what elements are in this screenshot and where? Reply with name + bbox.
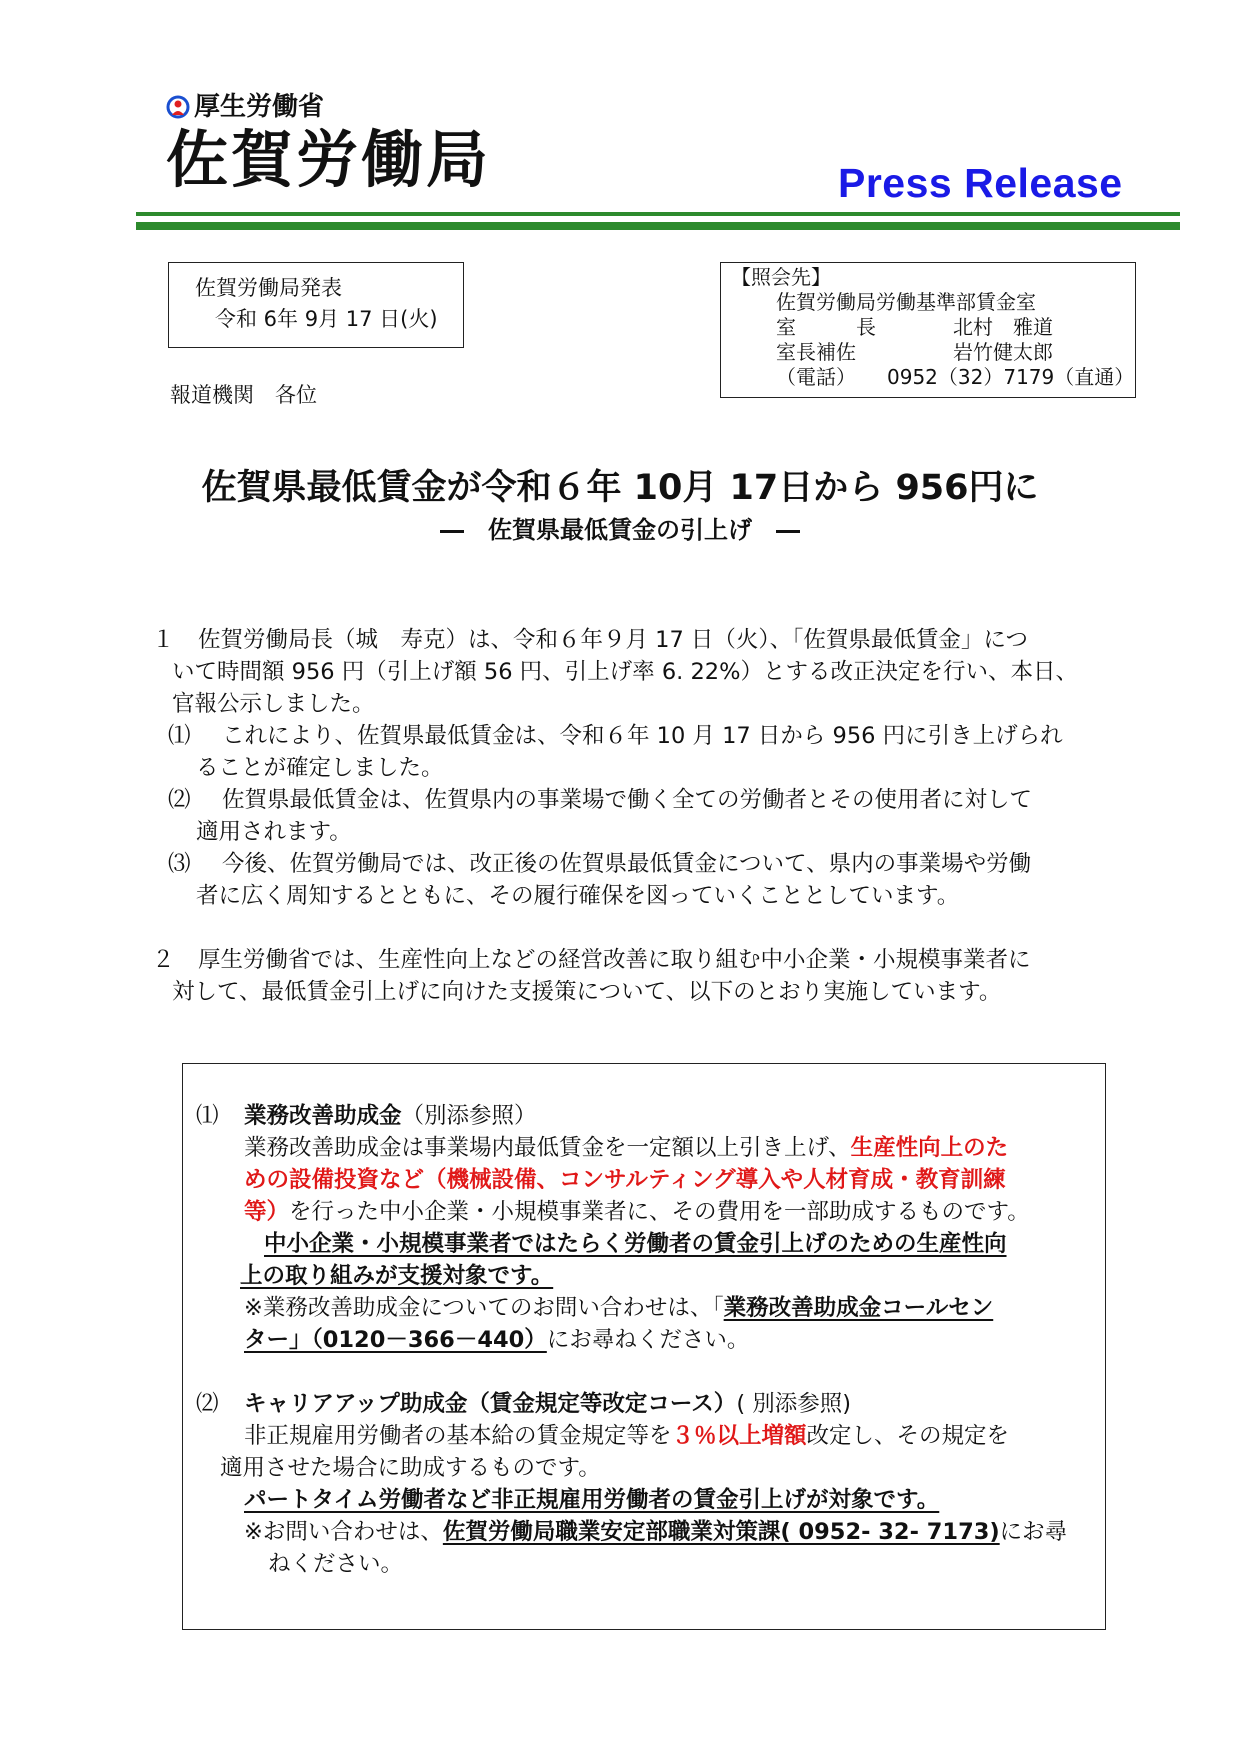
bureau-name: 佐賀労働局 [166, 123, 492, 196]
support-a-highlight: めの設備投資など（機械設備、コンサルティング導入や人材育成・教育訓練 [244, 1167, 1006, 1193]
support-a-note: ※業務改善助成金についてのお問い合わせは、「 [244, 1295, 724, 1321]
ministry-logo-icon [166, 95, 190, 119]
section2-number: ２ [152, 947, 175, 973]
item-line: 者に広く周知するとともに、その履行確保を図っていくこととしています。 [196, 883, 960, 909]
support-b-title: キャリアアップ助成金（賃金規定等改定コース） [244, 1391, 737, 1417]
support-b-text: 非正規雇用労働者の基本給の賃金規定等を [244, 1423, 672, 1449]
item-number: ⑶ [168, 851, 191, 877]
support-a-emphasis: 上の取り組みが支援対象です。 [240, 1263, 554, 1289]
support-b-emphasis: パートタイム労働者など非正規雇用労働者の賃金引上げが対象です。 [244, 1487, 940, 1513]
publication-box [168, 262, 464, 348]
item-line: これにより、佐賀県最低賃金は、令和６年 10 月 17 日から 956 円に引き上げられ [222, 723, 1063, 749]
item-line: 佐賀県最低賃金は、佐賀県内の事業場で働く全ての労働者とその使用者に対して [222, 787, 1033, 813]
support-a-ref: （別添参照） [401, 1103, 537, 1129]
contact-chief-title: 室 長 [776, 315, 876, 339]
item-line: ることが確定しました。 [196, 755, 444, 781]
section2-line: 対して、最低賃金引上げに向けた支援策について、以下のとおり実施しています。 [172, 979, 1002, 1005]
support-a-title: 業務改善助成金 [244, 1103, 402, 1129]
support-b-ref: ( 別添参照) [736, 1391, 852, 1417]
ministry-label: 厚生労働省 [194, 92, 325, 122]
page-subtitle: ― 佐賀県最低賃金の引上げ ― [440, 516, 800, 544]
item-line: 今後、佐賀労働局では、改正後の佐賀県最低賃金について、県内の事業場や労働 [222, 851, 1032, 877]
publication-date: 令和 6年 9月 17 日(火) [215, 307, 438, 331]
support-a-callcenter: 業務改善助成金コールセン [723, 1295, 994, 1321]
support-b-note: ねください。 [268, 1551, 404, 1577]
section1-line: 官報公示しました。 [172, 691, 375, 717]
contact-phone: 0952（32）7179（直通） [887, 365, 1135, 389]
ministry-name [166, 92, 324, 122]
support-item-number: ⑴ [196, 1103, 219, 1129]
contact-assistant-name: 岩竹健太郎 [953, 340, 1053, 364]
page-title: 佐賀県最低賃金が令和６年 10月 17日から 956円に [201, 468, 1039, 508]
support-a-text: 業務改善助成金は事業場内最低賃金を一定額以上引き上げ、 [244, 1135, 851, 1161]
header-rule-thin [136, 212, 1180, 216]
contact-chief-name: 北村 雅道 [953, 315, 1053, 339]
support-b-note: にお尋 [999, 1519, 1068, 1545]
section2-line: 厚生労働省では、生産性向上などの経営改善に取り組む中小企業・小規模事業者に [198, 947, 1031, 973]
support-b-highlight: ３％以上増額 [671, 1423, 807, 1449]
support-a-callcenter: ター」（0120－366－440） [244, 1327, 547, 1353]
support-a-highlight: 生産性向上のた [850, 1135, 1009, 1161]
publication-issuer: 佐賀労働局発表 [195, 276, 342, 300]
support-b-note: ※お問い合わせは、 [244, 1519, 443, 1545]
recipients: 報道機関 各位 [170, 383, 317, 407]
contact-box [720, 262, 1136, 398]
support-a-text: を行った中小企業・小規模事業者に、その費用を一部助成するものです。 [289, 1199, 1030, 1225]
support-a-note: にお尋ねください。 [546, 1327, 750, 1353]
section1-line: いて時間額 956 円（引上げ額 56 円、引上げ率 6. 22%）とする改正決定を行い、本日、 [172, 659, 1078, 685]
section1-line: 佐賀労働局長（城 寿克）は、令和６年９月 17 日（火）、「佐賀県最低賃金」につ [198, 627, 1028, 653]
contact-office: 佐賀労働局労働基準部賃金室 [776, 290, 1036, 314]
support-a-highlight: 等） [244, 1199, 290, 1225]
contact-heading: 【照会先】 [731, 265, 831, 289]
support-a-emphasis: 中小企業・小規模事業者ではたらく労働者の賃金引上げのための生産性向 [264, 1231, 1007, 1257]
contact-assistant-title: 室長補佐 [776, 340, 856, 364]
item-number: ⑴ [168, 723, 191, 749]
press-release-label: Press Release [838, 160, 1123, 206]
support-item-number: ⑵ [196, 1391, 219, 1417]
support-b-text: 適用させた場合に助成するものです。 [220, 1455, 601, 1481]
contact-phone-label: （電話） [776, 365, 856, 389]
support-b-contact: 佐賀労働局職業安定部職業対策課( 0952- 32- 7173) [442, 1519, 1000, 1545]
item-line: 適用されます。 [196, 819, 352, 845]
header-rule-thick [136, 222, 1180, 230]
item-number: ⑵ [168, 787, 191, 813]
section1-number: １ [152, 627, 175, 653]
support-b-text: 改定し、その規定を [806, 1423, 1010, 1449]
